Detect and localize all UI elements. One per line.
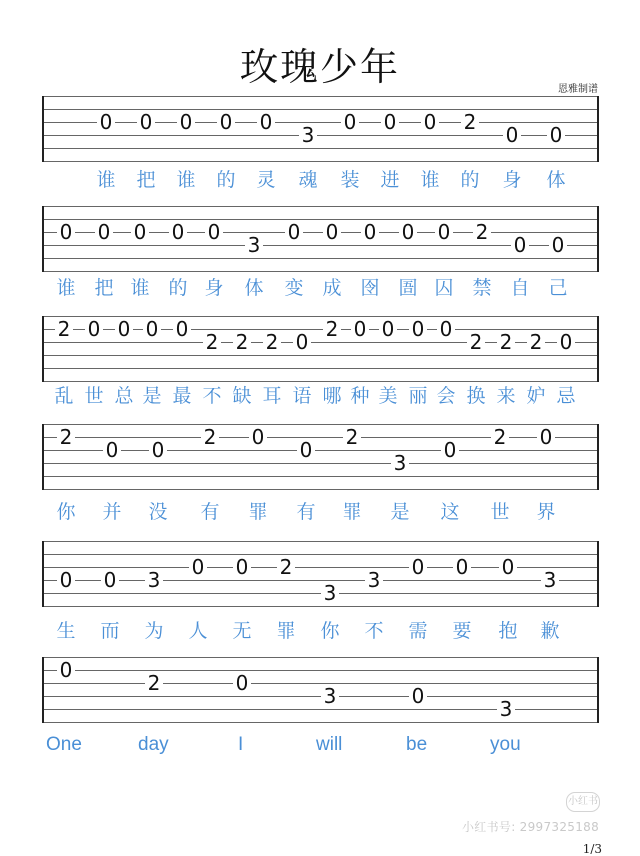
bar-line <box>42 316 44 382</box>
lyric-word: be <box>406 734 428 755</box>
bar-line <box>597 206 599 272</box>
lyric-word: 语 <box>292 385 312 407</box>
lyric-word: 最 <box>172 385 192 407</box>
bar-line <box>597 541 599 607</box>
watermark-text: 小红书号: 2997325188 <box>462 820 600 834</box>
lyric-word: 身 <box>204 277 224 299</box>
string-line <box>42 424 598 425</box>
fret-number: 0 <box>149 440 167 460</box>
fret-number: 2 <box>497 332 515 352</box>
fret-number: 0 <box>499 557 517 577</box>
string-line <box>42 148 598 149</box>
fret-number: 0 <box>85 319 103 339</box>
fret-number: 0 <box>169 222 187 242</box>
lyric-word: 换 <box>466 385 486 407</box>
lyric-word: 谁 <box>96 169 116 191</box>
bar-line <box>42 424 44 490</box>
fret-number: 3 <box>321 583 339 603</box>
fret-number: 0 <box>399 222 417 242</box>
lyric-word: One <box>46 734 82 755</box>
fret-number: 0 <box>217 112 235 132</box>
fret-number: 2 <box>277 557 295 577</box>
fret-number: 0 <box>441 440 459 460</box>
lyric-word: 囹 <box>360 277 380 299</box>
fret-number: 2 <box>55 319 73 339</box>
fret-number: 0 <box>57 222 75 242</box>
string-line <box>42 541 598 542</box>
tab-system <box>42 657 598 767</box>
fret-number: 0 <box>323 222 341 242</box>
string-line <box>42 368 598 369</box>
lyric-word: 你 <box>56 501 76 523</box>
fret-number: 0 <box>421 112 439 132</box>
fret-number: 0 <box>57 660 75 680</box>
lyric-word: 把 <box>94 277 114 299</box>
tab-staff <box>42 541 598 607</box>
tab-system <box>42 96 598 206</box>
fret-number: 0 <box>137 112 155 132</box>
fret-number: 0 <box>437 319 455 339</box>
bar-line <box>42 541 44 607</box>
lyric-word: 自 <box>510 277 530 299</box>
tab-staff <box>42 96 598 162</box>
lyric-word: 有 <box>296 501 316 523</box>
lyric-word: 的 <box>216 169 236 191</box>
fret-number: 0 <box>205 222 223 242</box>
lyric-word: 灵 <box>256 169 276 191</box>
fret-number: 3 <box>299 125 317 145</box>
lyric-word: 抱 <box>498 620 518 642</box>
lyric-word: 成 <box>322 277 342 299</box>
lyric-word: 缺 <box>232 385 252 407</box>
fret-number: 2 <box>491 427 509 447</box>
string-line <box>42 96 598 97</box>
bar-line <box>42 96 44 162</box>
fret-number: 0 <box>409 557 427 577</box>
fret-number: 0 <box>379 319 397 339</box>
string-line <box>42 258 598 259</box>
fret-number: 0 <box>101 570 119 590</box>
fret-number: 3 <box>145 570 163 590</box>
fret-number: 3 <box>245 235 263 255</box>
lyric-word: 种 <box>350 385 370 407</box>
lyric-word: 谁 <box>56 277 76 299</box>
tab-staff <box>42 657 598 723</box>
fret-number: 0 <box>177 112 195 132</box>
fret-number: 2 <box>203 332 221 352</box>
lyric-word: 己 <box>548 277 568 299</box>
fret-number: 0 <box>453 557 471 577</box>
fret-number: 0 <box>511 235 529 255</box>
fret-number: 0 <box>95 222 113 242</box>
lyric-word: 耳 <box>262 385 282 407</box>
string-line <box>42 489 598 490</box>
lyric-word: you <box>490 734 521 755</box>
fret-number: 0 <box>103 440 121 460</box>
fret-number: 0 <box>143 319 161 339</box>
fret-number: 3 <box>497 699 515 719</box>
string-line <box>42 476 598 477</box>
lyric-word: 装 <box>340 169 360 191</box>
song-title: 玫瑰少年 <box>239 45 400 89</box>
lyric-word: 没 <box>148 501 168 523</box>
lyric-word: 妒 <box>526 385 546 407</box>
fret-number: 3 <box>365 570 383 590</box>
fret-number: 2 <box>467 332 485 352</box>
lyric-word: 会 <box>436 385 456 407</box>
lyric-word: 禁 <box>472 277 492 299</box>
string-line <box>42 722 598 723</box>
lyric-word: 谁 <box>130 277 150 299</box>
lyric-word: 丽 <box>408 385 428 407</box>
fret-number: 0 <box>351 319 369 339</box>
lyric-word: 乱 <box>54 385 74 407</box>
bar-line <box>42 206 44 272</box>
lyric-word: 世 <box>84 385 104 407</box>
page-number: 1/3 <box>582 842 602 856</box>
string-line <box>42 696 598 697</box>
lyric-word: 无 <box>232 620 252 642</box>
lyric-word: 进 <box>380 169 400 191</box>
fret-number: 0 <box>257 112 275 132</box>
lyric-word: 把 <box>136 169 156 191</box>
fret-number: 0 <box>503 125 521 145</box>
lyric-word: 谁 <box>420 169 440 191</box>
lyric-word: 需 <box>408 620 428 642</box>
fret-number: 0 <box>409 319 427 339</box>
fret-number: 0 <box>189 557 207 577</box>
lyric-word: 界 <box>536 501 556 523</box>
bar-line <box>597 96 599 162</box>
fret-number: 0 <box>361 222 379 242</box>
string-line <box>42 670 598 671</box>
lyric-word: 不 <box>364 620 384 642</box>
fret-number: 0 <box>57 570 75 590</box>
bar-line <box>597 316 599 382</box>
lyric-word: 体 <box>546 169 566 191</box>
lyric-word: 罪 <box>276 620 296 642</box>
lyric-word: 罪 <box>342 501 362 523</box>
fret-number: 3 <box>541 570 559 590</box>
lyric-word: 谁 <box>176 169 196 191</box>
lyric-word: 并 <box>102 501 122 523</box>
tab-staff <box>42 316 598 382</box>
lyric-word: 圄 <box>398 277 418 299</box>
lyric-word: 生 <box>56 620 76 642</box>
fret-number: 2 <box>323 319 341 339</box>
fret-number: 0 <box>233 673 251 693</box>
fret-number: 0 <box>549 235 567 255</box>
tab-staff <box>42 424 598 490</box>
lyric-word: I <box>238 734 244 755</box>
fret-number: 0 <box>381 112 399 132</box>
lyric-word: 歉 <box>540 620 560 642</box>
fret-number: 2 <box>263 332 281 352</box>
bar-line <box>597 424 599 490</box>
lyric-word: 为 <box>144 620 164 642</box>
lyric-word: 囚 <box>434 277 454 299</box>
string-line <box>42 593 598 594</box>
fret-number: 2 <box>473 222 491 242</box>
lyric-word: 是 <box>390 501 410 523</box>
string-line <box>42 580 598 581</box>
fret-number: 2 <box>145 673 163 693</box>
string-line <box>42 206 598 207</box>
tab-staff <box>42 206 598 272</box>
fret-number: 0 <box>537 427 555 447</box>
bar-line <box>597 657 599 723</box>
lyric-word: 不 <box>202 385 222 407</box>
string-line <box>42 109 598 110</box>
tab-system <box>42 206 598 316</box>
tab-system <box>42 316 598 426</box>
lyric-word: 魂 <box>298 169 318 191</box>
string-line <box>42 463 598 464</box>
string-line <box>42 606 598 607</box>
lyric-word: 的 <box>460 169 480 191</box>
string-line <box>42 437 598 438</box>
lyric-word: 体 <box>244 277 264 299</box>
string-line <box>42 657 598 658</box>
tab-system <box>42 424 598 534</box>
tab-system <box>42 541 598 651</box>
lyric-word: 忌 <box>556 385 576 407</box>
lyric-word: 总 <box>114 385 134 407</box>
lyric-word: 哪 <box>322 385 342 407</box>
lyric-word: 这 <box>440 501 460 523</box>
lyric-word: day <box>138 734 169 755</box>
fret-number: 2 <box>57 427 75 447</box>
fret-number: 0 <box>341 112 359 132</box>
lyric-word: 身 <box>502 169 522 191</box>
string-line <box>42 450 598 451</box>
fret-number: 2 <box>233 332 251 352</box>
fret-number: 0 <box>115 319 133 339</box>
lyric-word: 罪 <box>248 501 268 523</box>
lyric-word: 变 <box>284 277 304 299</box>
fret-number: 0 <box>285 222 303 242</box>
fret-number: 0 <box>547 125 565 145</box>
fret-number: 0 <box>249 427 267 447</box>
fret-number: 0 <box>293 332 311 352</box>
arranger-credit: 恩雅制谱 <box>558 84 598 95</box>
lyric-word: 而 <box>100 620 120 642</box>
string-line <box>42 271 598 272</box>
lyric-word: 美 <box>378 385 398 407</box>
lyric-word: 要 <box>452 620 472 642</box>
watermark-logo: 小红书 <box>566 792 600 812</box>
lyric-word: 有 <box>200 501 220 523</box>
lyric-word: 你 <box>320 620 340 642</box>
lyric-word: 世 <box>490 501 510 523</box>
fret-number: 2 <box>201 427 219 447</box>
string-line <box>42 161 598 162</box>
fret-number: 2 <box>461 112 479 132</box>
fret-number: 3 <box>321 686 339 706</box>
lyric-word: 人 <box>188 620 208 642</box>
fret-number: 0 <box>297 440 315 460</box>
fret-number: 2 <box>343 427 361 447</box>
lyric-word: will <box>316 734 343 755</box>
lyric-word: 是 <box>142 385 162 407</box>
fret-number: 2 <box>527 332 545 352</box>
fret-number: 0 <box>435 222 453 242</box>
fret-number: 0 <box>131 222 149 242</box>
lyric-word: 来 <box>496 385 516 407</box>
string-line <box>42 683 598 684</box>
string-line <box>42 355 598 356</box>
fret-number: 3 <box>391 453 409 473</box>
fret-number: 0 <box>233 557 251 577</box>
string-line <box>42 554 598 555</box>
lyric-word: 的 <box>168 277 188 299</box>
fret-number: 0 <box>409 686 427 706</box>
bar-line <box>42 657 44 723</box>
fret-number: 0 <box>97 112 115 132</box>
fret-number: 0 <box>557 332 575 352</box>
string-line <box>42 219 598 220</box>
fret-number: 0 <box>173 319 191 339</box>
